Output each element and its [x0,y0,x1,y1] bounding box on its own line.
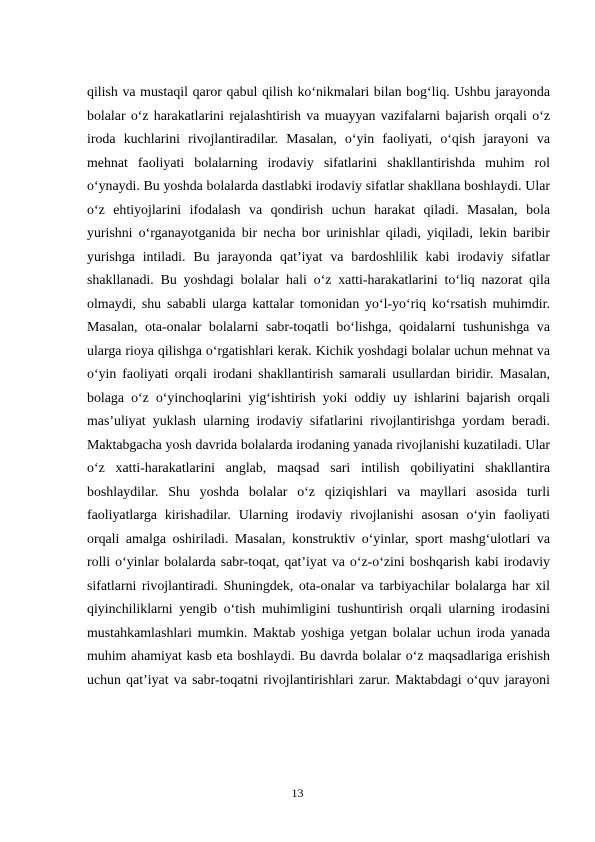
text-line: bolalar o‘z harakatlarini rejalashtirish va muayyan vazifalarni bajarish orqali o‘z [87,108,550,124]
text-line: Maktabgacha yosh davrida bolalarda irodaning yanada rivojlanishi kuzatiladi. Ular [87,437,550,453]
text-line: qiyinchiliklarni yengib o‘tish muhimligini tushuntirish orqali ularning irodasini [87,602,550,617]
text-line: uchun qat’iyat va sabr-toqatni rivojlantirishlari zarur. Maktabdagi o‘quv jarayoni [87,672,550,688]
text-line: muhim ahamiyat kasb eta boshlaydi. Bu davrda bolalar o‘z maqsadlariga erishish [87,649,550,664]
text-line: o‘z xatti-harakatlarini anglab, maqsad sari intilish qobiliyatini shakllantira [87,461,550,476]
text-line: yurishni o‘rganayotganida bir necha bor urinishlar qiladi, yiqiladi, lekin baribir [87,226,550,241]
text-line: mas’uliyat yuklash ularning irodaviy sifatlarini rivojlantirishga yordam beradi. [87,414,550,429]
text-line: faoliyatlarga kirishadilar. Ularning irodaviy rivojlanishi asosan o‘yin faoliyati [87,508,550,523]
page-number: 13 [291,786,304,800]
text-line: qilish va mustaqil qaror qabul qilish ko‘nikmalari bilan bog‘liq. Ushbu jarayonda [87,85,550,100]
text-line: yurishga intiladi. Bu jarayonda qat’iyat va bardoshlilik kabi irodaviy sifatlar [87,249,550,265]
text-line: iroda kuchlarini rivojlantiradilar. Masalan, o‘yin faoliyati, o‘qish jarayoni va [87,132,550,147]
text-line: bolaga o‘z o‘yinchoqlarini yig‘ishtirish yoki oddiy uy ishlarini bajarish orqali [87,390,550,406]
text-line: o‘yin faoliyati orqali irodani shakllantirish samarali usullardan biridir. Masalan, [87,367,550,382]
text-line: rolli o‘yinlar bolalarda sabr-toqat, qat’iyat va o‘z-o‘zini boshqarish kabi irodaviy [87,555,550,570]
text-line: o‘z ehtiyojlarini ifodalash va qondirish uchun harakat qiladi. Masalan, bola [87,202,550,218]
text-line: o‘ynaydi. Bu yoshda bolalarda dastlabki irodaviy sifatlar shakllana boshlaydi. Ular [87,179,550,194]
text-line: mustahkamlashlari mumkin. Maktab yoshiga yetgan bolalar uchun iroda yanada [87,625,550,641]
text-line: olmaydi, shu sababli ularga kattalar tomonidan yo‘l-yo‘riq ko‘rsatish muhimdir. [87,296,550,312]
text-line: boshlaydilar. Shu yoshda bolalar o‘z qiziqishlari va mayllari asosida turli [87,484,550,500]
text-line: Masalan, ota-onalar bolalarni sabr-toqatli bo‘lishga, qoidalarni tushunishga va [87,320,550,335]
text-line: shakllanadi. Bu yoshdagi bolalar hali o‘z xatti-harakatlarini to‘liq nazorat qila [87,273,550,288]
text-line: sifatlarni rivojlantiradi. Shuningdek, ota-onalar va tarbiyachilar bolalarga har xil [87,578,550,594]
text-line: orqali amalga oshiriladi. Masalan, konstruktiv o‘yinlar, sport mashg‘ulotlari va [87,531,550,547]
text-line: ularga rioya qilishga o‘rgatishlari kerak. Kichik yoshdagi bolalar uchun mehnat va [87,343,550,359]
text-line: mehnat faoliyati bolalarning irodaviy sifatlarini shakllantirishda muhim rol [87,155,550,171]
body-text [87,81,550,692]
